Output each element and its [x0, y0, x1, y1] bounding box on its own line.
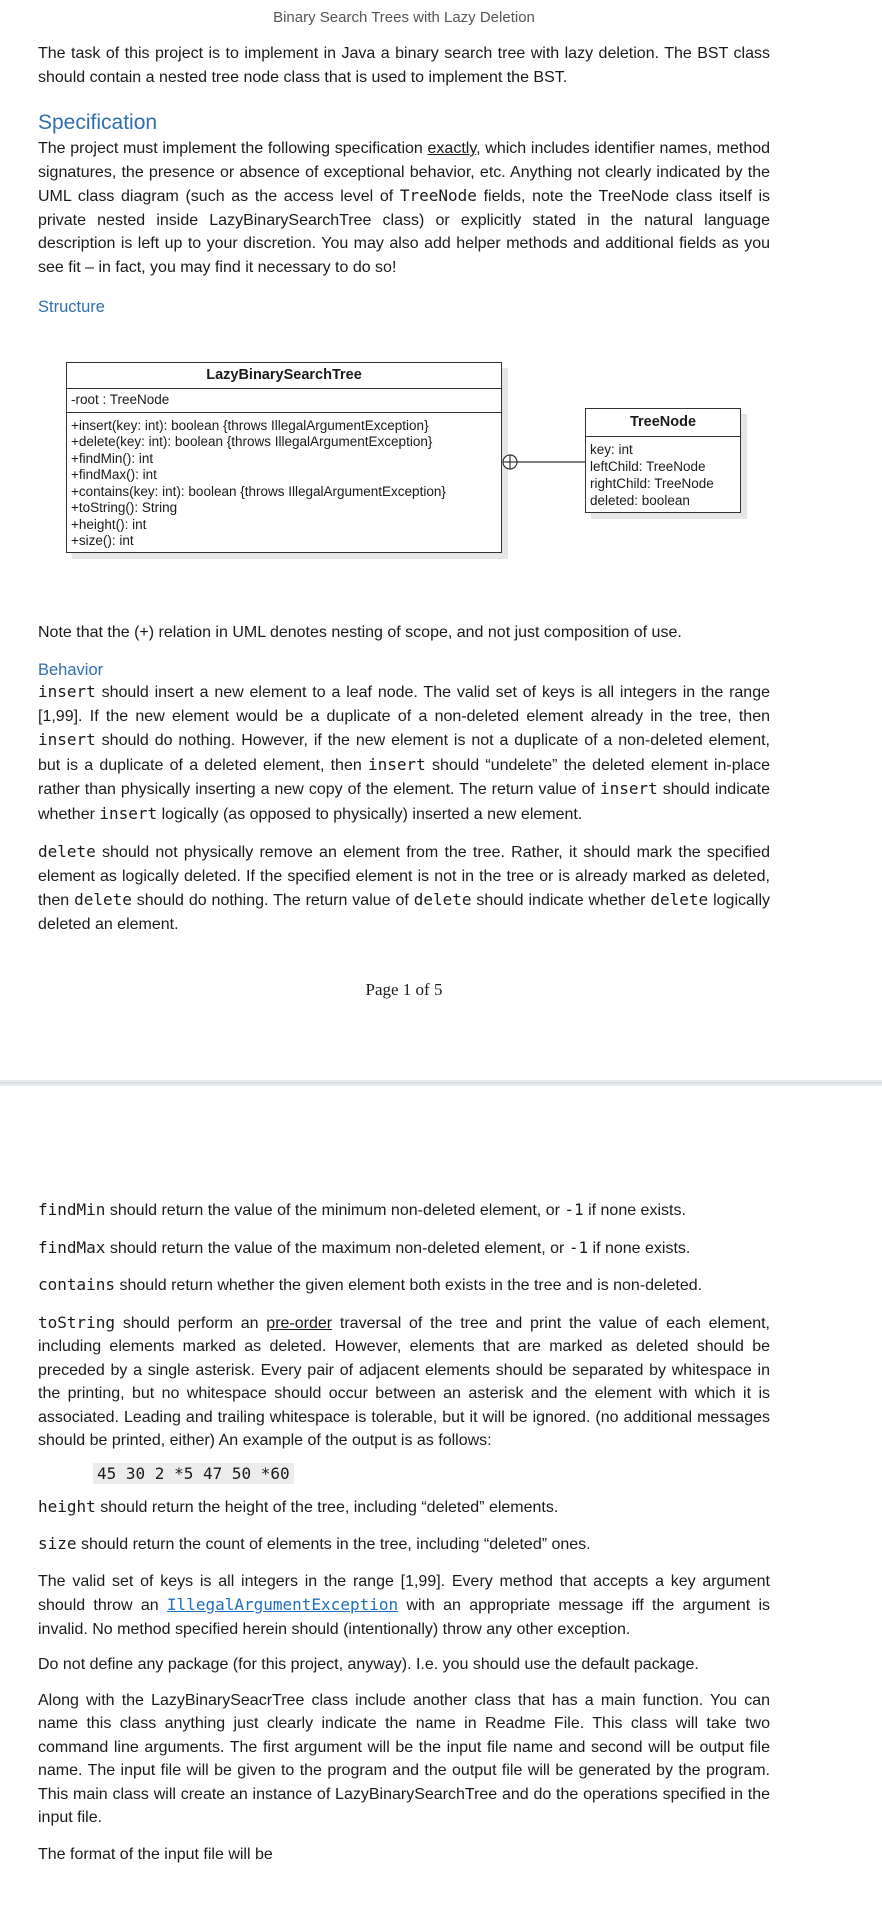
- uml-op: +findMax(): int: [71, 467, 157, 482]
- structure-heading: Structure: [38, 298, 105, 316]
- tostring-paragraph: toString should perform an pre-order traversal of the tree and print the value of each element, including elements marked as deleted. However, elements that are marked as deleted should be preceded by a single asterisk. Every pair of adjacent elements should be separated by whitespace in the printing, but no whitespace should occur between an asterisk and the element with which it is associated. Leading and trailing whitespace is tolerable, but it will be ignored. (no additional messages should be printed, either) An example of the output is as follows:: [38, 1312, 771, 1449]
- height-paragraph: height should return the height of the tree, including “deleted” elements.: [38, 1496, 559, 1516]
- uml-op: +height(): int: [71, 516, 147, 532]
- behavior-heading: Behavior: [38, 661, 104, 679]
- document-title: Binary Search Trees with Lazy Deletion: [273, 9, 535, 26]
- uml-attr: rightChild: TreeNode: [590, 476, 714, 491]
- insert-paragraph: insert should insert a new element to a leaf node. The valid set of keys is all integers in the range [1,99]. If the new element would be a duplicate of a non-deleted element already in the tree, then insert should do nothing. However, if the new element is not a duplicate of a non-deleted element, but is a duplicate of a deleted element, then insert should “undelete” the deleted element in-place rather than physically inserting a new copy of the element. The return value of insert should indicate whether insert logically (as opposed to physically) inserted a new element.: [38, 682, 770, 823]
- specification-paragraph: The project must implement the following specification exactly, which includes identifier names, method signatures, the presence or absence of exceptional behavior, etc. Anything not clearly indicated by the UML class diagram (such as the access level of TreeNode fields, note the TreeNode class itself is private nested inside LazyBinarySearchTree class) or explicitly stated in the natural language description is left up to your discretion. You may also add helper methods and additional fields as you see fit – in fact, you may find it necessary to do so!: [38, 140, 771, 276]
- uml-op: +insert(key: int): boolean {throws IllegalArgumentException}: [71, 417, 429, 433]
- uml-op: +delete(key: int): boolean {throws IllegalArgumentException}: [71, 434, 433, 449]
- example-output: 45 30 2 *5 47 50 *60: [93, 1463, 294, 1484]
- uml-attr: deleted: boolean: [590, 493, 690, 508]
- specification-heading: Specification: [38, 111, 158, 134]
- uml-attr: leftChild: TreeNode: [590, 459, 706, 474]
- specification-section: [38, 111, 770, 279]
- uml-class-name: TreeNode: [629, 414, 697, 430]
- uml-attr: key: int: [590, 442, 633, 457]
- document-page-2: [0, 1086, 882, 1920]
- uml-op: +contains(key: int): boolean {throws IllegalArgumentException}: [71, 483, 446, 499]
- behavior-section: [38, 661, 770, 936]
- uml-note-paragraph: Note that the (+) relation in UML denotes nesting of scope, and not just composition of use.: [38, 624, 682, 641]
- findmax-paragraph: findMax should return the value of the maximum non-deleted element, or -1 if none exists.: [38, 1237, 691, 1257]
- uml-class-treenode: [585, 408, 741, 513]
- contains-paragraph: contains should return whether the given element both exists in the tree and is non-deleted.: [38, 1275, 703, 1294]
- uml-op: +findMin(): int: [71, 450, 154, 466]
- intro-paragraph: The task of this project is to implement in Java a binary search tree with lazy deletion. The BST class should contain a nested tree node class that is used to implement the BST.: [38, 45, 770, 86]
- structure-heading-wrap: [38, 298, 770, 317]
- example-output-wrap: [38, 1463, 770, 1484]
- delete-paragraph: delete should not physically remove an element from the tree. Rather, it should mark the specified element as logically deleted. If the specified element is not in the tree or is already marked as deleted, then delete should do nothing. The return value of delete should indicate whether delete logically deleted an element.: [38, 842, 771, 933]
- package-paragraph: Do not define any package (for this project, anyway). I.e. you should use the default package.: [38, 1656, 699, 1673]
- uml-class-lazybst: [66, 362, 502, 553]
- uml-operations: [67, 412, 501, 552]
- page2-content: [38, 1198, 770, 1866]
- uml-class-name: LazyBinarySearchTree: [206, 367, 362, 383]
- illegal-argument-exception-link[interactable]: IllegalArgumentException: [166, 1595, 399, 1614]
- page-footer: Page 1 of 5: [365, 980, 443, 999]
- size-paragraph: size should return the count of elements in the tree, including “deleted” ones.: [38, 1534, 591, 1553]
- uml-attributes: [586, 436, 740, 512]
- main-class-paragraph: Along with the LazyBinarySeacrTree class include another class that has a main function. You can name this class anything just clearly indicate the name in Readme File. This class will take two command line arguments. The first argument will be the input file name and second will be output file name. The input file will be given to the program and the output file will be generated by the program. This main class will create an instance of LazyBinarySearchTree and do the operations specified in the input file.: [38, 1691, 770, 1826]
- uml-attributes: -root : TreeNode: [67, 388, 501, 412]
- uml-nesting-connector: [500, 450, 586, 474]
- page-divider: [0, 1082, 882, 1084]
- input-format-paragraph: The format of the input file will be: [38, 1845, 273, 1863]
- findmin-paragraph: findMin should return the value of the minimum non-deleted element, or -1 if none exists.: [38, 1200, 686, 1219]
- valid-keys-paragraph: The valid set of keys is all integers in the range [1,99]. Every method that accepts a key argument should throw an IllegalArgumentException with an appropriate message iff the argument is invalid. No method specified herein should (intentionally) throw any other exception.: [38, 1572, 771, 1638]
- uml-op: +toString(): String: [71, 500, 178, 515]
- uml-op: +size(): int: [71, 533, 134, 548]
